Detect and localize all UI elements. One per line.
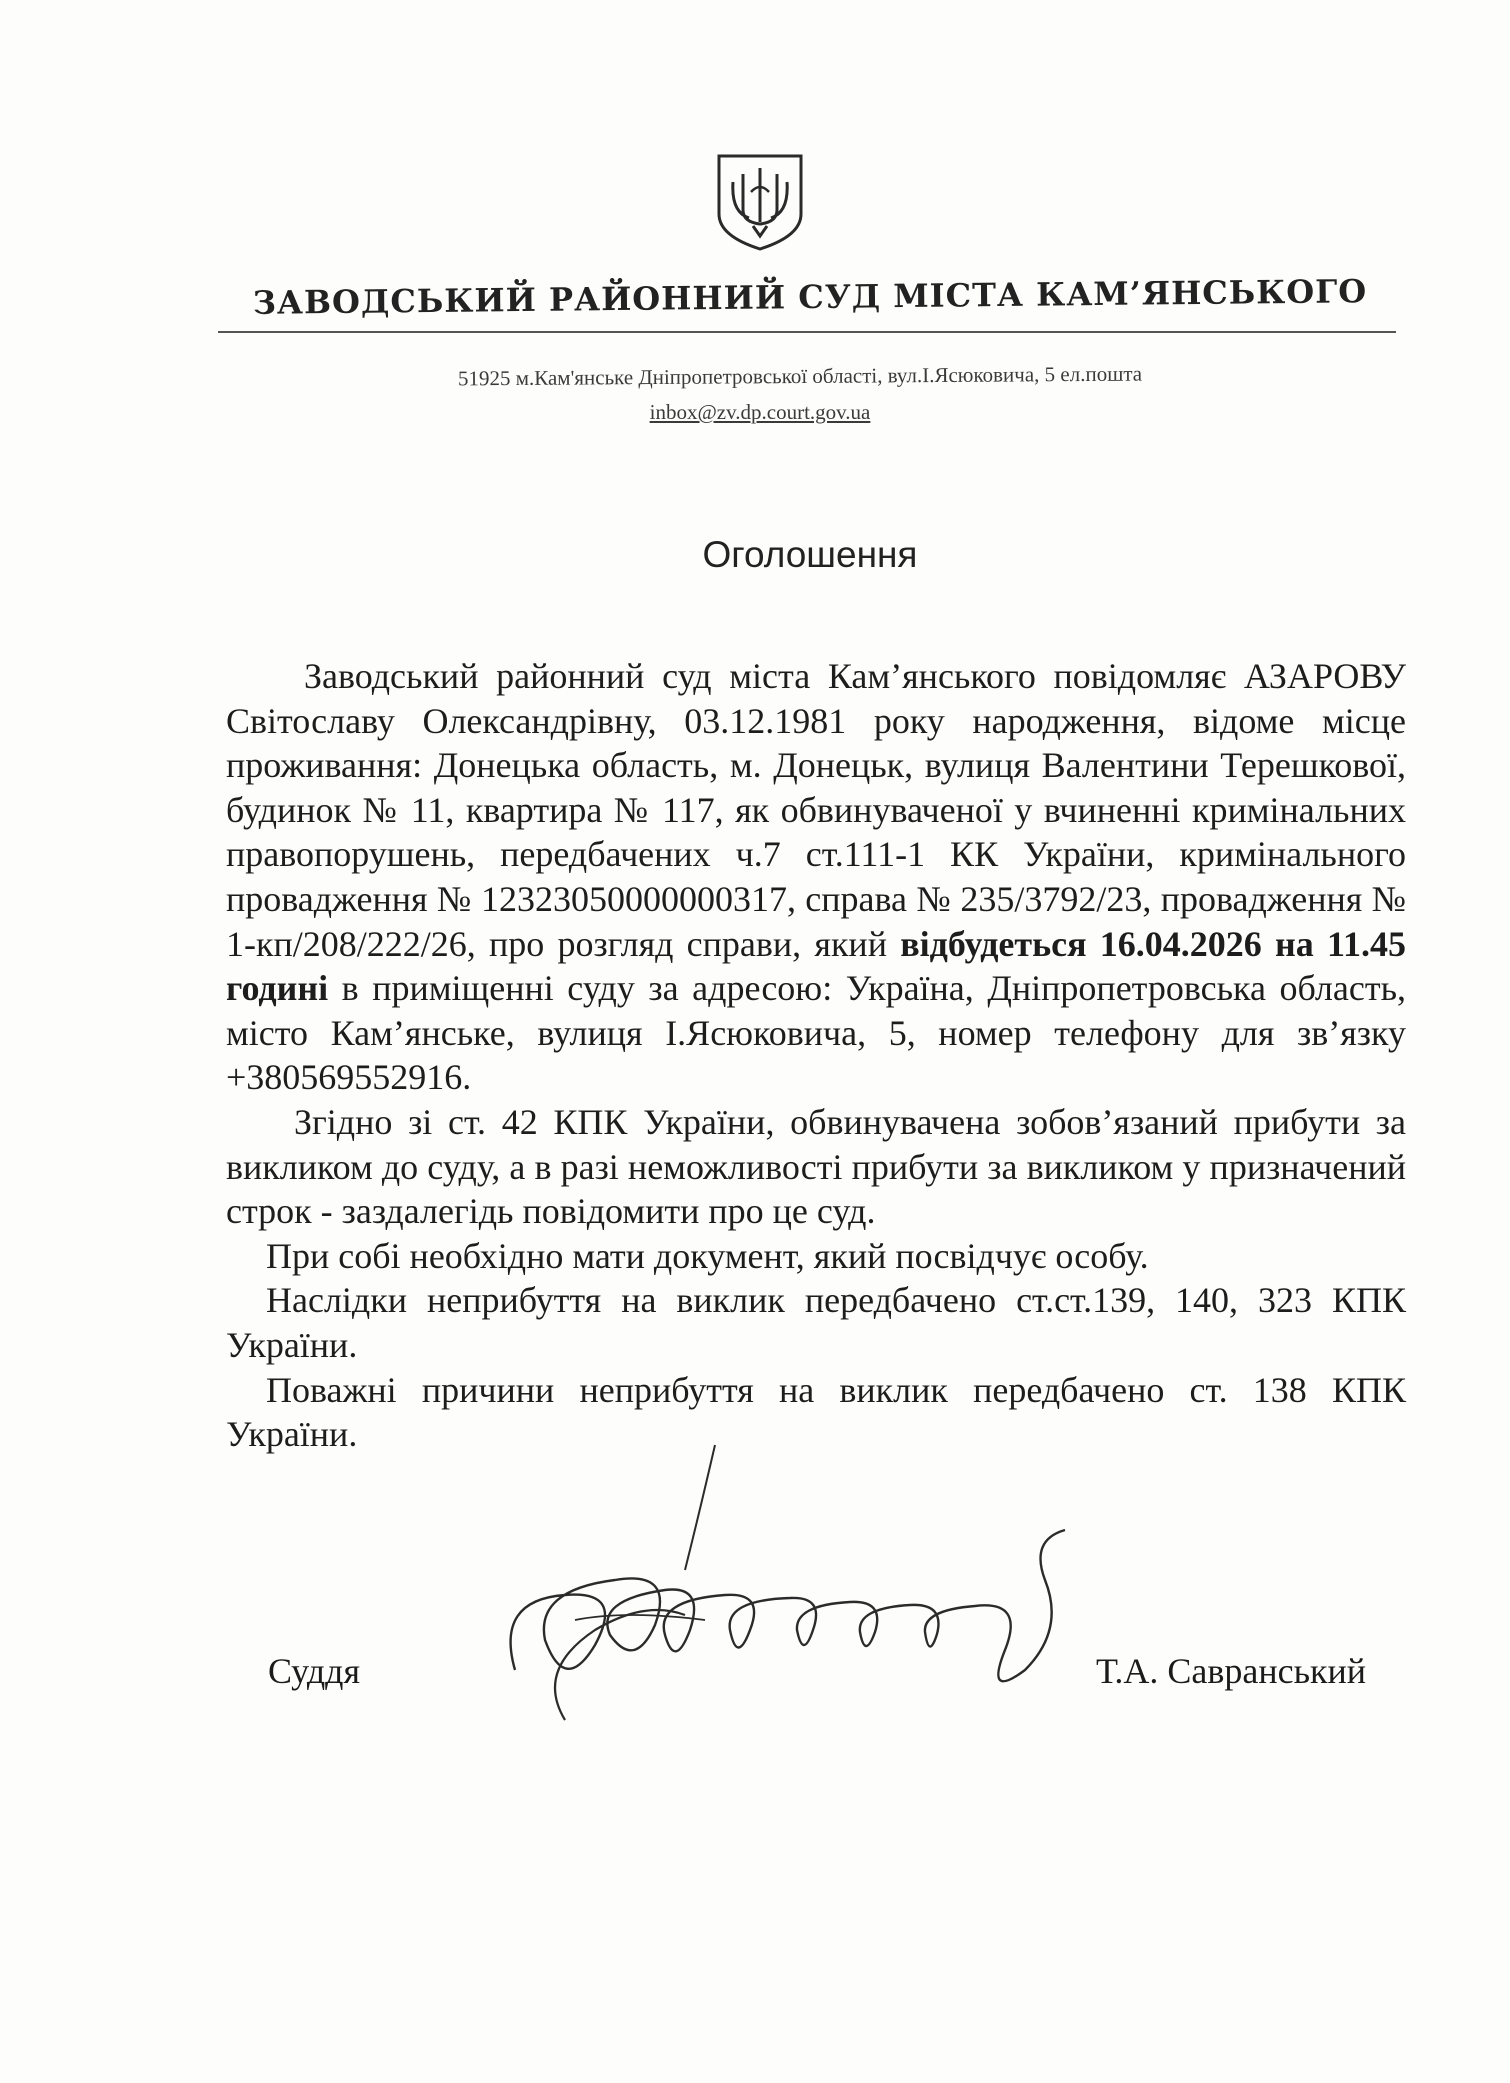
court-name: ЗАВОДСЬКИЙ РАЙОННИЙ СУД МІСТА КАМ’ЯНСЬКОГО (252, 272, 1368, 322)
hearing-date-time: відбудеться 16.04.2026 на 11.45 годині (226, 923, 1406, 1009)
summons-text-start: Заводський районний суд міста Кам’янського повідомляє АЗАРОВУ Світославу Олександрівну, 03.12.1981 року народження, відоме місце проживання: Донецька область, м. Донецьк, вулиця Валентини Терешкової, будинок № 11, квартира № 117, як обвинуваченої у вчиненні кримінальних правопорушень, передбачених ч.7 ст.111-1 КК України, кримінального провадження № 12323050000000317, справа № 235/3792/23, провадження № 1-кп/208/222/26, про розгляд справи, який (226, 656, 1406, 964)
trident-coat-of-arms-icon (713, 152, 807, 252)
handwritten-signature (505, 1420, 1125, 1750)
paragraph-identity-document: При собі необхідно мати документ, який посвідчує особу. (266, 1235, 1149, 1276)
court-address: 51925 м.Кам'янське Дніпропетровської області, вул.І.Ясюковича, 5 ел.пошта (457, 361, 1143, 391)
summons-text-end: в приміщенні суду за адресою: Україна, Дніпропетровська область, місто Кам’янське, вулиця І.Ясюковича, 5, номер телефону для зв’язку +380569552916. (226, 968, 1406, 1098)
announcement-body (226, 654, 1406, 1457)
judge-role-label: Суддя (268, 1651, 361, 1691)
court-email-link[interactable]: inbox@zv.dp.court.gov.ua (649, 400, 871, 424)
document-title: Оголошення (702, 534, 918, 575)
paragraph-valid-reasons: Поважні причини неприбуття на виклик передбачено ст. 138 КПК України. (226, 1369, 1406, 1455)
paragraph-obligation: Згідно зі ст. 42 КПК України, обвинувачена зобов’язаний прибути за викликом до суду, а в разі неможливості прибути за викликом у призначений строк - заздалегідь повідомити про це суд. (226, 1101, 1406, 1232)
paragraph-summons (226, 654, 1406, 1100)
header-divider (218, 331, 1396, 333)
paragraph-consequences: Наслідки неприбуття на виклик передбачено ст.ст.139, 140, 323 КПК України. (226, 1280, 1406, 1365)
judge-name: Т.А. Савранський (1096, 1651, 1367, 1691)
